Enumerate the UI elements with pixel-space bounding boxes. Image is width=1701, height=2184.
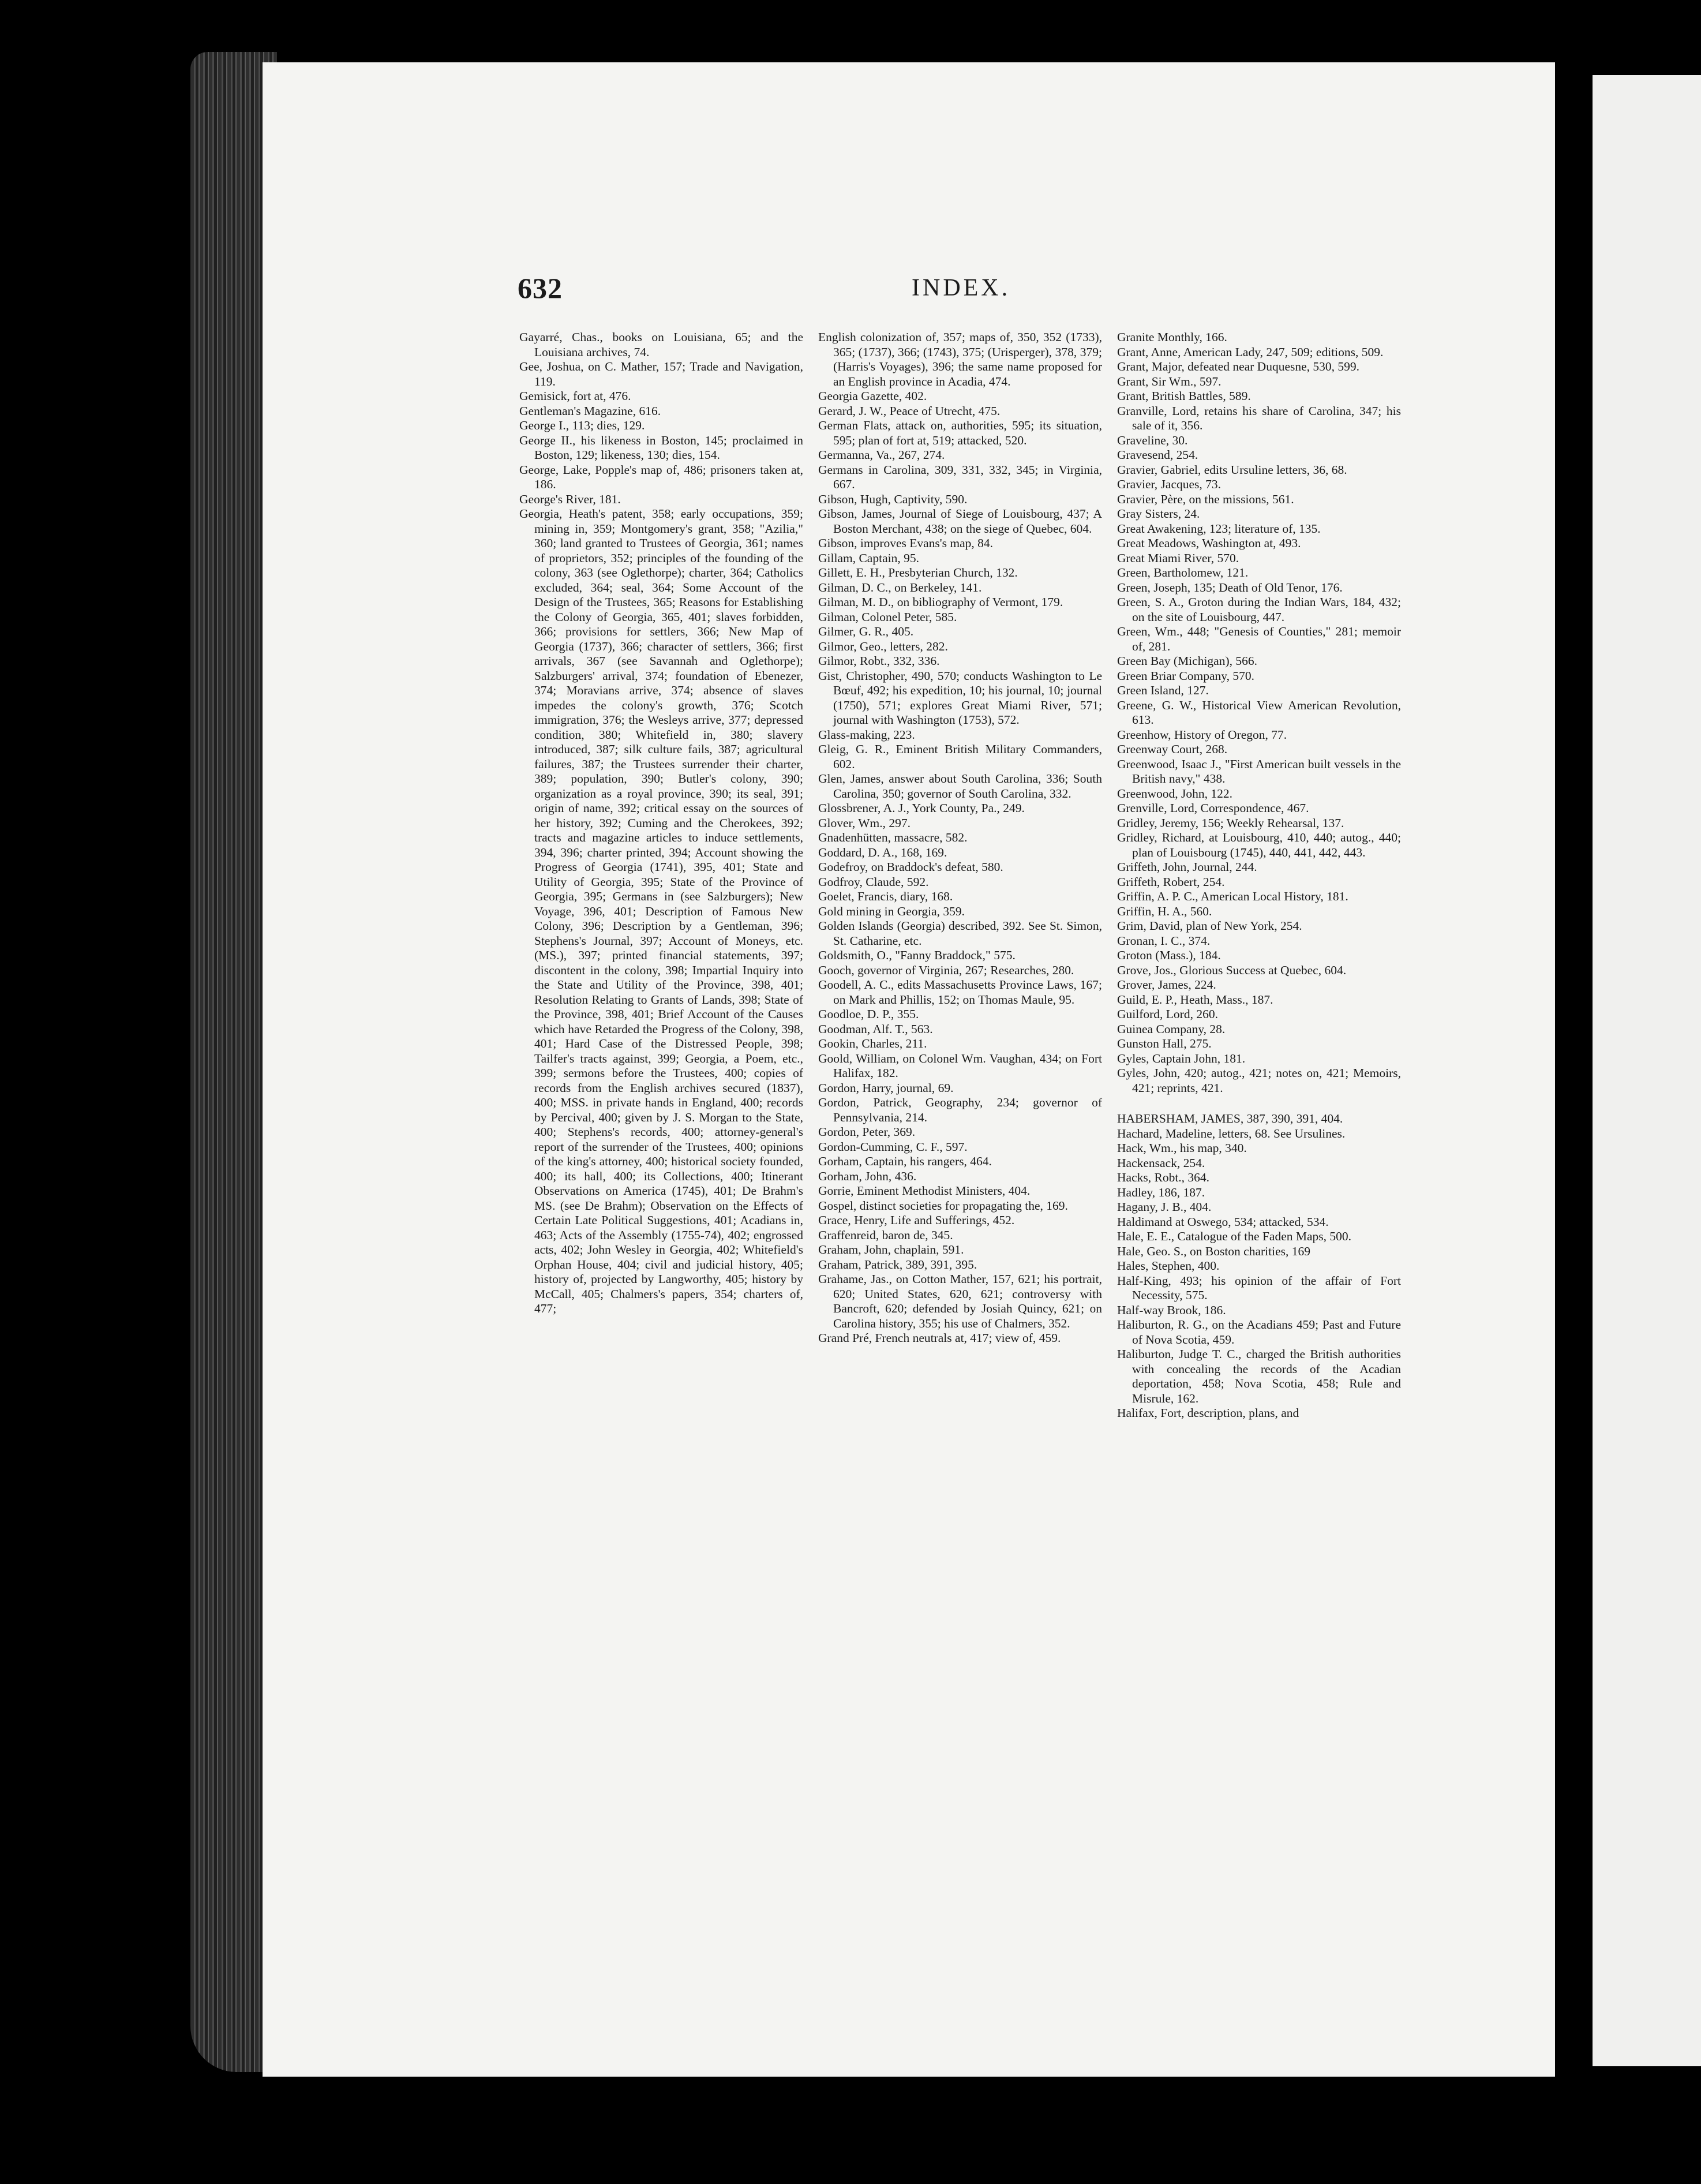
- index-entry: Great Meadows, Washington at, 493.: [1117, 536, 1301, 550]
- index-entry: Green, Bartholomew, 121.: [1117, 566, 1249, 579]
- index-entry: Gronan, I. C., 374.: [1117, 933, 1211, 948]
- index-entry: Griffeth, John, Journal, 244.: [1117, 860, 1257, 874]
- index-entry: Goodloe, D. P., 355.: [818, 1007, 919, 1021]
- index-entry: Grover, James, 224.: [1117, 978, 1216, 992]
- index-entry: Gravesend, 254.: [1117, 448, 1198, 462]
- index-entry: Great Miami River, 570.: [1117, 551, 1239, 565]
- index-entry: Gordon-Cumming, C. F., 597.: [818, 1139, 968, 1154]
- index-entry: Glossbrener, A. J., York County, Pa., 249.: [818, 801, 1025, 815]
- index-entry: Hachard, Madeline, letters, 68. See Ursulines.: [1117, 1126, 1346, 1140]
- index-entry: Green Briar Company, 570.: [1117, 668, 1255, 683]
- index-entry: Halifax, Fort, description, plans, and: [1117, 1406, 1299, 1420]
- index-entry: Goodell, A. C., edits Massachusetts Province Laws, 167; on Mark and Phillis, 152; on Thomas Maule, 95.: [818, 978, 1102, 1007]
- index-entry: Gilman, Colonel Peter, 585.: [818, 609, 957, 624]
- index-entry: Grenville, Lord, Correspondence, 467.: [1117, 801, 1309, 815]
- index-entry: Grand Pré, French neutrals at, 417; view of, 459.: [818, 1331, 1061, 1345]
- index-entry: George, Lake, Popple's map of, 486; prisoners taken at, 186.: [519, 462, 803, 491]
- index-entry: Guilford, Lord, 260.: [1117, 1007, 1218, 1021]
- page-number: 632: [518, 272, 563, 304]
- index-entry: Granville, Lord, retains his share of Carolina, 347; his sale of it, 356.: [1117, 403, 1401, 432]
- index-entry: Gee, Joshua, on C. Mather, 157; Trade and Navigation, 119.: [519, 360, 803, 388]
- index-entry: Gorrie, Eminent Methodist Ministers, 404.: [818, 1184, 1031, 1198]
- index-entry: Hagany, J. B., 404.: [1117, 1200, 1212, 1214]
- index-entry: Gordon, Patrick, Geography, 234; governor of Pennsylvania, 214.: [818, 1095, 1102, 1124]
- facing-page-edge: [1593, 75, 1701, 2066]
- index-entry: Grant, Anne, American Lady, 247, 509; editions, 509.: [1117, 345, 1384, 359]
- index-entry: Hack, Wm., his map, 340.: [1117, 1141, 1247, 1155]
- index-entry: Gorham, John, 436.: [818, 1169, 917, 1183]
- index-entry: Gilmor, Geo., letters, 282.: [818, 639, 948, 653]
- index-entry: Greenwood, John, 122.: [1117, 786, 1233, 801]
- index-entry: Goelet, Francis, diary, 168.: [818, 889, 953, 903]
- index-entry: Gist, Christopher, 490, 570; conducts Washington to Le Bœuf, 492; his expedition, 10; his journal, 10; journal (1750), 571; explores Great Miami River, 571; journal with Washington (1753), 572.: [818, 668, 1102, 727]
- index-entry: Gilmor, Robt., 332, 336.: [818, 654, 940, 668]
- index-entry: Gentleman's Magazine, 616.: [519, 403, 661, 418]
- index-entry: Green Island, 127.: [1117, 683, 1209, 697]
- index-entry: Groton (Mass.), 184.: [1117, 948, 1221, 962]
- index-entry: Hadley, 186, 187.: [1117, 1185, 1205, 1199]
- index-entry: Gibson, James, Journal of Siege of Louisbourg, 437; A Boston Merchant, 438; on the siege of Quebec, 604.: [818, 507, 1102, 536]
- index-entry: Glover, Wm., 297.: [818, 816, 911, 830]
- index-column-3: [1117, 330, 1401, 1421]
- index-entry: Gravier, Gabriel, edits Ursuline letters, 36, 68.: [1117, 462, 1347, 477]
- index-entry: Graham, John, chaplain, 591.: [818, 1243, 964, 1256]
- index-entry: Gemisick, fort at, 476.: [519, 389, 631, 403]
- index-entry: Greenhow, History of Oregon, 77.: [1117, 727, 1287, 742]
- index-entry: Georgia, Heath's patent, 358; early occupations, 359; mining in, 359; Montgomery's grant, 358; "Azilia," 360; land granted to Trustees of Georgia, 361; names of proprietors, 352; principles of the founding of the colony, 363 (see Oglethorpe); charter, 364; Catholics excluded, 364; seal, 364; Some Account of the Design of the Trustees, 365; Reasons for Establishing the Colony of Georgia, 365, 401; slaves forbidden, 366; provisions for settlers, 366; New Map of Georgia (1737), 366; character of settlers, 366; first arrivals, 367 (see Savannah and Oglethorpe); Salzburgers' arrival, 374; foundation of Ebenezer, 374; Moravians arrive, 374; absence of slaves impedes the colony's growth, 376; Scotch immigration, 376; the Wesleys arrive, 377; depressed condition, 380; Whitefield in, 380; slavery introduced, 387; silk culture fails, 387; agricultural failures, 387; the Trustees surrender their charter, 389; population, 390; Butler's colony, 390; organization as a royal province, 390; its seal, 391; origin of name, 392; critical essay on the sources of her history, 392; Cuming and the Cherokees, 392; tracts and magazine articles to induce settlements, 394, 396; charter printed, 394; Account showing the Progress of Georgia (1741), 395, 401; State and Utility of Georgia, 395; State of the Province of Georgia, 395; Germans in (see Salzburgers); New Voyage, 396, 401; Description of Famous New Colony, 396; Description by a Gentleman, 396; Stephens's Journal, 397; Account of Moneys, etc. (MS.), 397; printed financial statements, 397; discontent in the colony, 398; Impartial Inquiry into the State and Utility of the Province, 398, 401; Resolution Relating to Grants of Lands, 398; State of the Province, 398, 401; Brief Account of the Causes which have Retarded the Progress of the Colony, 398, 401; Hard Case of the Distressed People, 398; Tailfer's tracts against, 399; Georgia, a Poem, etc., 399; sermons before the Trustees, 400; copies of records from the English archives secured (1837), 400; MSS. in private hands in England, 400; records by Percival, 400; given by J. S. Morgan to the State, 400; Stephens's records, 400; attorney-general's report of the surrender of the Trustees, 400; opinions of the king's attorney, 400; historical society founded, 400; its hall, 400; its Collections, 400; Itinerant Observations on America (1745), 401; De Brahm's MS. (see De Brahm); Observation on the Effects of Certain Late Political Suggestions, 401; Acadians in, 463; Acts of the Assembly (1755-74), 402; engrossed acts, 402; John Wesley in Georgia, 402; Whitefield's Orphan House, 404; civil and judicial history, 405; history of, projected by Langworthy, 405; history by McCall, 405; Chalmers's papers, 354; charters of, 477;: [519, 507, 803, 1315]
- index-entry: Graffenreid, baron de, 345.: [818, 1228, 953, 1242]
- index-entry: Guild, E. P., Heath, Mass., 187.: [1117, 992, 1273, 1007]
- index-entry: Gridley, Jeremy, 156; Weekly Rehearsal, 137.: [1117, 816, 1344, 830]
- index-entry: Green Bay (Michigan), 566.: [1117, 654, 1257, 668]
- index-entry: Goodman, Alf. T., 563.: [818, 1022, 933, 1036]
- index-entry: Glass-making, 223.: [818, 727, 915, 742]
- index-entry: Hales, Stephen, 400.: [1117, 1259, 1220, 1273]
- index-entry: Gleig, G. R., Eminent British Military Commanders, 602.: [818, 742, 1102, 771]
- index-entry: Greenwood, Isaac J., "First American built vessels in the British navy," 438.: [1117, 757, 1401, 786]
- index-entry: Half-way Brook, 186.: [1117, 1303, 1226, 1317]
- index-entry: Glen, James, answer about South Carolina, 336; South Carolina, 350; governor of South Carolina, 332.: [818, 772, 1102, 801]
- index-entry: Grim, David, plan of New York, 254.: [1117, 919, 1302, 933]
- index-entry: Guinea Company, 28.: [1117, 1022, 1226, 1036]
- index-entry: Gerard, J. W., Peace of Utrecht, 475.: [818, 403, 1001, 418]
- index-entry: Griffeth, Robert, 254.: [1117, 874, 1225, 889]
- index-entry: Gordon, Peter, 369.: [818, 1125, 916, 1139]
- index-entry: Goldsmith, O., "Fanny Braddock," 575.: [818, 948, 1016, 962]
- index-entry: Gospel, distinct societies for propagating the, 169.: [818, 1198, 1068, 1213]
- index-entry: Haliburton, R. G., on the Acadians 459; Past and Future of Nova Scotia, 459.: [1117, 1318, 1401, 1347]
- index-entry: Hackensack, 254.: [1117, 1155, 1205, 1170]
- index-entry: Gold mining in Georgia, 359.: [818, 904, 965, 918]
- index-entry: Goddard, D. A., 168, 169.: [818, 845, 947, 859]
- index-entry: George II., his likeness in Boston, 145; proclaimed in Boston, 129; likeness, 130; dies, 154.: [519, 433, 803, 462]
- index-entry: Gravier, Père, on the missions, 561.: [1117, 492, 1294, 506]
- index-column-1: [519, 330, 803, 1317]
- index-entry: Gravier, Jacques, 73.: [1117, 477, 1222, 491]
- index-entry: Grant, Major, defeated near Duquesne, 530, 599.: [1117, 360, 1360, 373]
- index-entry: Germans in Carolina, 309, 331, 332, 345; in Virginia, 667.: [818, 462, 1102, 491]
- index-entry: George I., 113; dies, 129.: [519, 418, 645, 432]
- index-entry: Gorham, Captain, his rangers, 464.: [818, 1154, 992, 1168]
- index-entry: Grahame, Jas., on Cotton Mather, 157, 621; his portrait, 620; United States, 620, 621; controversy with Bancroft, 620; defended by Josiah Quincy, 621; on Carolina history, 355; his use of Chalmers, 352.: [818, 1272, 1102, 1330]
- index-entry: Graham, Patrick, 389, 391, 395.: [818, 1257, 977, 1271]
- index-entry: Golden Islands (Georgia) described, 392. See St. Simon, St. Catharine, etc.: [818, 919, 1102, 948]
- index-column-2: [818, 330, 1102, 1346]
- index-entry: Gillam, Captain, 95.: [818, 551, 919, 565]
- index-entry: Hale, Geo. S., on Boston charities, 169: [1117, 1244, 1310, 1258]
- index-entry: Grace, Henry, Life and Sufferings, 452.: [818, 1213, 1015, 1227]
- index-entry: Gooch, governor of Virginia, 267; Researches, 280.: [818, 963, 1074, 977]
- index-entry: Grant, British Battles, 589.: [1117, 389, 1251, 403]
- index-entry: Germanna, Va., 267, 274.: [818, 448, 945, 462]
- index-entry: Gordon, Harry, journal, 69.: [818, 1080, 954, 1095]
- index-entry: Gnadenhütten, massacre, 582.: [818, 831, 968, 844]
- index-entry: Gridley, Richard, at Louisbourg, 410, 440; autog., 440; plan of Louisbourg (1745), 440, 441, 442, 443.: [1117, 831, 1401, 859]
- index-entry: Haldimand at Oswego, 534; attacked, 534.: [1117, 1214, 1329, 1229]
- index-entry: Gillett, E. H., Presbyterian Church, 132.: [818, 566, 1018, 579]
- index-entry: Green, S. A., Groton during the Indian Wars, 184, 432; on the site of Louisbourg, 447.: [1117, 595, 1401, 624]
- index-entry: George's River, 181.: [519, 492, 621, 506]
- index-entry: Grove, Jos., Glorious Success at Quebec, 604.: [1117, 963, 1347, 977]
- index-entry: Grant, Sir Wm., 597.: [1117, 374, 1222, 388]
- index-entry: Haliburton, Judge T. C., charged the British authorities with concealing the records of the Acadian deportation, 458; Nova Scotia, 458; Rule and Misrule, 162.: [1117, 1347, 1401, 1405]
- index-entry: Gibson, improves Evans's map, 84.: [818, 536, 994, 550]
- index-entry: Greenway Court, 268.: [1117, 742, 1228, 756]
- running-head: INDEX.: [912, 275, 1011, 301]
- index-entry: HABERSHAM, JAMES, 387, 390, 391, 404.: [1117, 1112, 1343, 1125]
- index-entry: Gunston Hall, 275.: [1117, 1037, 1212, 1050]
- index-entry: Godefroy, on Braddock's defeat, 580.: [818, 860, 1003, 874]
- index-entry: Gilman, M. D., on bibliography of Vermont, 179.: [818, 595, 1063, 609]
- index-entry: Greene, G. W., Historical View American Revolution, 613.: [1117, 698, 1401, 727]
- index-entry: German Flats, attack on, authorities, 595; its situation, 595; plan of fort at, 519; attacked, 520.: [818, 418, 1102, 447]
- index-entry: Green, Wm., 448; "Genesis of Counties," 281; memoir of, 281.: [1117, 624, 1401, 653]
- index-entry: Gilmer, G. R., 405.: [818, 624, 914, 638]
- index-entry: Griffin, H. A., 560.: [1117, 904, 1212, 918]
- index-entry: Great Awakening, 123; literature of, 135.: [1117, 521, 1321, 536]
- index-entry: Godfroy, Claude, 592.: [818, 874, 929, 889]
- index-entry: Gyles, John, 420; autog., 421; notes on, 421; Memoirs, 421; reprints, 421.: [1117, 1066, 1401, 1095]
- index-entry: Gyles, Captain John, 181.: [1117, 1051, 1246, 1065]
- index-entry: Gilman, D. C., on Berkeley, 141.: [818, 580, 982, 594]
- index-entry: Goold, William, on Colonel Wm. Vaughan, 434; on Fort Halifax, 182.: [818, 1051, 1102, 1080]
- index-entry: Gray Sisters, 24.: [1117, 507, 1200, 521]
- index-entry: Half-King, 493; his opinion of the affair of Fort Necessity, 575.: [1117, 1273, 1401, 1302]
- index-entry: Graveline, 30.: [1117, 433, 1188, 447]
- index-entry: Hacks, Robt., 364.: [1117, 1170, 1210, 1184]
- index-entry: Gayarré, Chas., books on Louisiana, 65; and the Louisiana archives, 74.: [519, 330, 803, 359]
- index-entry: Griffin, A. P. C., American Local History, 181.: [1117, 889, 1348, 903]
- index-entry: Gibson, Hugh, Captivity, 590.: [818, 492, 968, 506]
- index-entry: Georgia Gazette, 402.: [818, 389, 927, 403]
- index-entry: Green, Joseph, 135; Death of Old Tenor, 176.: [1117, 580, 1343, 594]
- index-entry: English colonization of, 357; maps of, 350, 352 (1733), 365; (1737), 366; (1743), 375; (Urisperger), 378, 379; (Harris's Voyages), 396; the same name proposed for an English province in Acadia, 474.: [818, 330, 1102, 388]
- index-entry: Granite Monthly, 166.: [1117, 330, 1227, 344]
- index-entry: Hale, E. E., Catalogue of the Faden Maps, 500.: [1117, 1229, 1352, 1243]
- index-entry: Gookin, Charles, 211.: [818, 1037, 927, 1050]
